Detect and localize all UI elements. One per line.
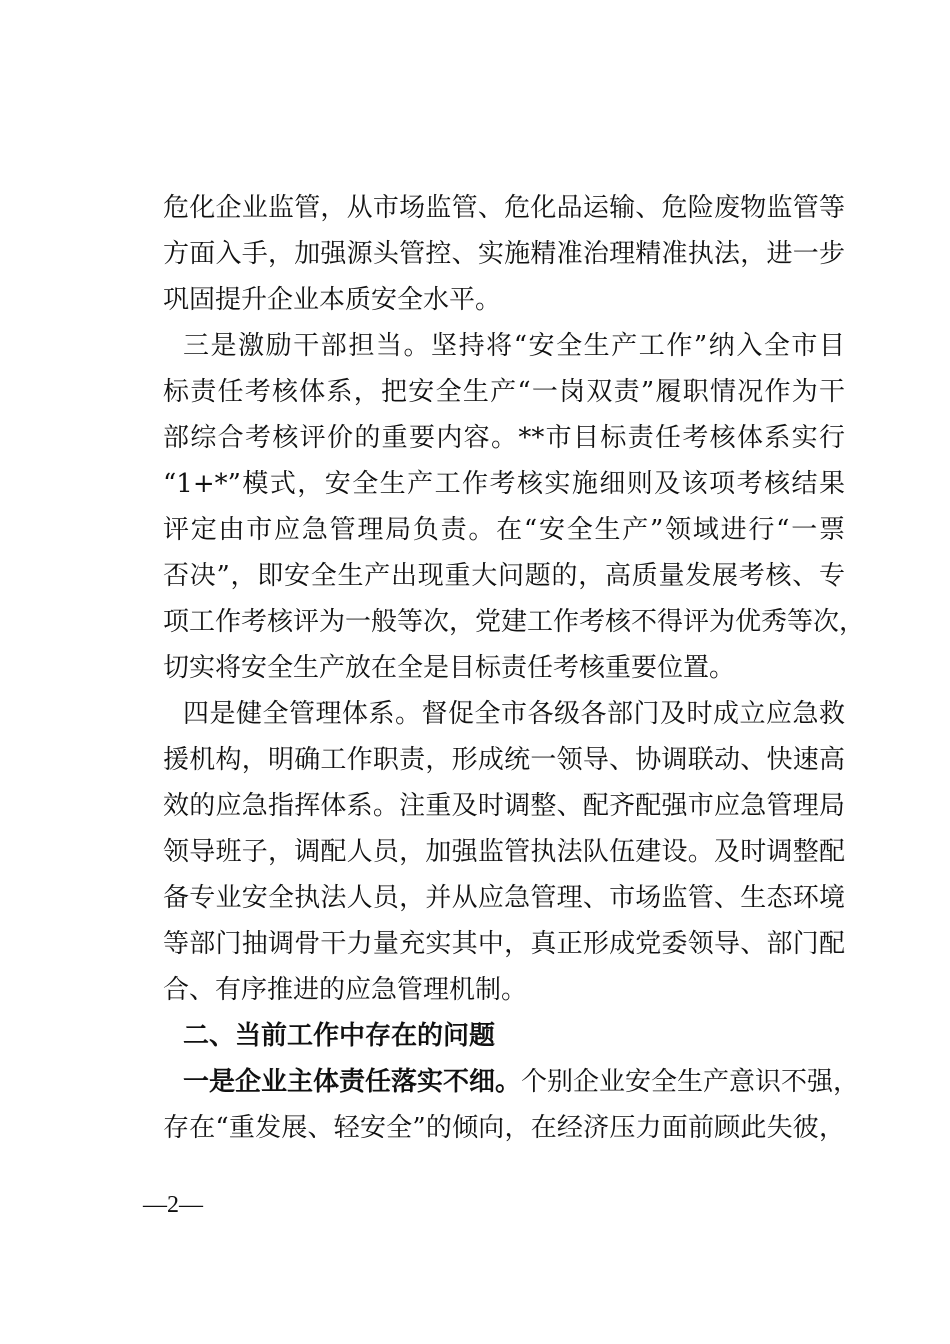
text-line: [163, 461, 845, 507]
text-line: [163, 415, 845, 461]
line-text: 存在“重发展、轻安全”的倾向，在经济压力面前顾此失彼，: [163, 1113, 845, 1143]
text-line: [163, 875, 845, 921]
text-line: [163, 921, 845, 967]
text-line: [163, 737, 845, 783]
text-line: [163, 231, 845, 277]
line-text: 危化企业监管，从市场监管、危化品运输、危险废物监管等: [163, 193, 845, 223]
text-line: [183, 1059, 860, 1105]
text-line: [163, 783, 845, 829]
line-text: 合、有序推进的应急管理机制。: [163, 975, 528, 1005]
line-text: 项工作考核评为一般等次，党建工作考核不得评为优秀等次，: [163, 607, 866, 637]
line-text: 切实将安全生产放在全是目标责任考核重要位置。: [163, 653, 736, 683]
text-line: [163, 1105, 845, 1151]
line-text: 等部门抽调骨干力量充实其中，真正形成党委领导、部门配: [163, 929, 845, 959]
line-text: 标责任考核体系，把安全生产“一岗双责”履职情况作为干: [163, 377, 845, 407]
line-text: 效的应急指挥体系。注重及时调整、配齐配强市应急管理局: [163, 791, 845, 821]
text-line: [163, 599, 866, 645]
text-line: [163, 967, 845, 1013]
line-text: 个别企业安全生产意识不强，: [521, 1067, 860, 1097]
line-text: “1+*”模式，安全生产工作考核实施细则及该项考核结果: [163, 469, 845, 499]
text-line: [163, 829, 845, 875]
text-line: [163, 645, 845, 691]
line-text: 领导班子，调配人员，加强监管执法队伍建设。及时调整配: [163, 837, 845, 867]
text-line: [163, 185, 845, 231]
text-line: [163, 277, 845, 323]
text-line: [163, 553, 845, 599]
bold-lead-text: 二、当前工作中存在的问题: [183, 1021, 496, 1051]
section-heading: [183, 1013, 845, 1059]
text-line: [183, 323, 845, 369]
line-text: 四是健全管理体系。督促全市各级各部门及时成立应急救: [183, 699, 845, 729]
text-line: [163, 369, 845, 415]
line-text: 评定由市应急管理局负责。在“安全生产”领域进行“一票: [163, 515, 845, 545]
text-line: [163, 507, 845, 553]
line-text: 三是激励干部担当。坚持将“安全生产工作”纳入全市目: [183, 331, 845, 361]
page-number: —2—: [143, 1192, 203, 1218]
text-line: [183, 691, 845, 737]
line-text: 部综合考核评价的重要内容。**市目标责任考核体系实行: [163, 423, 845, 453]
line-text: 否决”，即安全生产出现重大问题的，高质量发展考核、专: [163, 561, 845, 591]
line-text: 巩固提升企业本质安全水平。: [163, 285, 502, 315]
line-text: 备专业安全执法人员，并从应急管理、市场监管、生态环境: [163, 883, 845, 913]
line-text: 援机构，明确工作职责，形成统一领导、协调联动、快速高: [163, 745, 845, 775]
line-text: 方面入手，加强源头管控、实施精准治理精准执法，进一步: [163, 239, 845, 269]
bold-lead-text: 一是企业主体责任落实不细。: [183, 1067, 522, 1097]
